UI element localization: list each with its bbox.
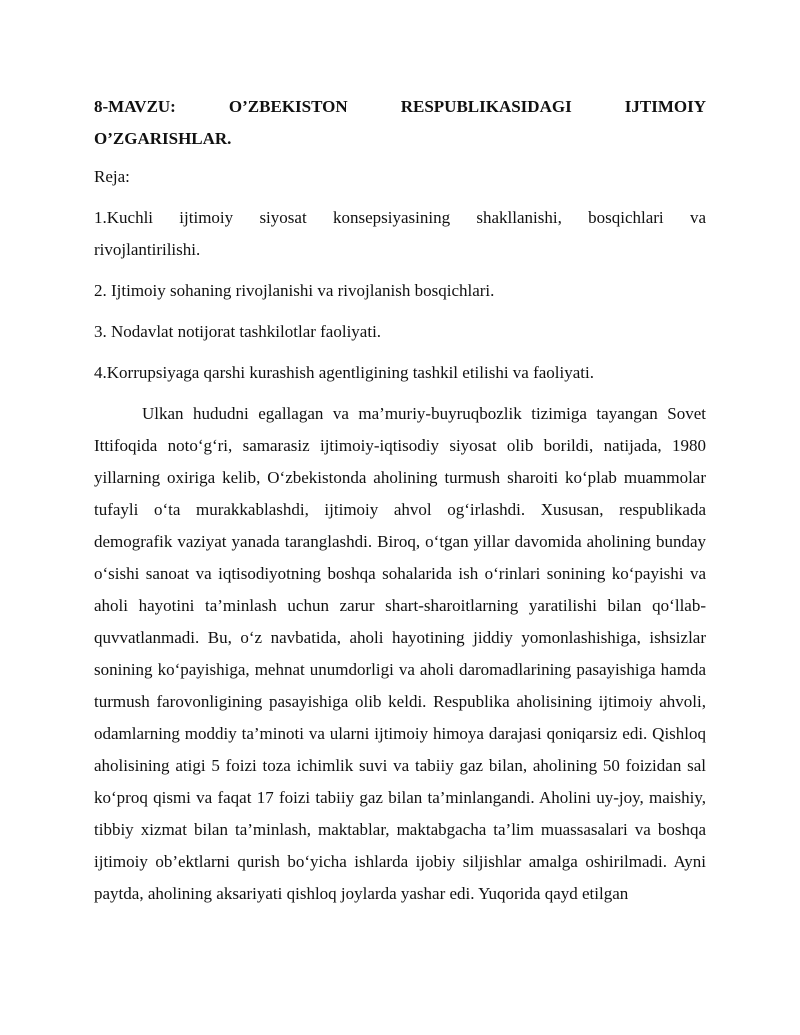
plan-item-4: 4.Korrupsiyaga qarshi kurashish agentligining tashkil etilishi va faoliyati. bbox=[94, 363, 594, 382]
plan-item-1 bbox=[94, 202, 706, 266]
plan-item-2: 2. Ijtimoiy sohaning rivojlanishi va rivojlanish bosqichlari. bbox=[94, 281, 495, 300]
title-line-1: 8-MAVZU: O’ZBEKISTON RESPUBLIKASIDAGI IJTIMOIY bbox=[94, 97, 706, 116]
plan-heading: Reja: bbox=[94, 167, 130, 186]
plan-item-1-line-1: 1.Kuchli ijtimoiy siyosat konsepsiyasining shakllanishi, bosqichlari va bbox=[94, 208, 706, 227]
document-page bbox=[94, 91, 706, 910]
plan-item-3: 3. Nodavlat notijorat tashkilotlar faoliyati. bbox=[94, 322, 382, 341]
plan-item-1-line-2: rivojlantirilishi. bbox=[94, 240, 201, 259]
document-title bbox=[94, 91, 706, 155]
plan-list bbox=[94, 202, 706, 389]
body-paragraph: Ulkan hududni egallagan va ma’muriy-buyruqbozlik tizimiga tayangan Sovet Ittifoqida noto‘g‘ri, samarasiz ijtimoiy-iqtisodiy siyosat olib borildi, natijada, 1980 yillarning oxiriga kelib, O‘zbekistonda aholining turmush sharoiti ko‘plab muammolar tufayli o‘ta murakkablashdi, ijtimoiy ahvol og‘irlashdi. Xususan, respublikada demografik vaziyat yanada taranglashdi. Biroq, o‘tgan yillar davomida aholining bunday o‘sishi sanoat va iqtisodiyotning boshqa sohalarida ish o‘rinlari sonining ko‘payishi va aholi hayotini ta’minlash uchun zarur shart-sharoitlarning yaratilishi bilan qo‘llab-quvvatlanmadi. Bu, o‘z navbatida, aholi hayotining jiddiy yomonlashishiga, ishsizlar sonining ko‘payishiga, mehnat unumdorligi va aholi daromadlarining pasayishiga hamda turmush farovonligining pasayishiga olib keldi. Respublika aholisining ijtimoiy ahvoli, odamlarning moddiy ta’minoti va ularni ijtimoiy himoya darajasi qoniqarsiz edi. Qishloq aholisining atigi 5 foizi toza ichimlik suvi va tabiiy gaz bilan, aholining 50 foizidan sal ko‘proq qismi va faqat 17 foizi tabiiy gaz bilan ta’minlangandi. Aholini uy-joy, maishiy, tibbiy xizmat bilan ta’minlash, maktablar, maktabgacha ta’lim muassasalari va boshqa ijtimoiy ob’ektlarni qurish bo‘yicha ishlarda ijobiy siljishlar amalga oshirilmadi. Ayni paytda, aholining aksariyati qishloq joylarda yashar edi. Yuqorida qayd etilgan bbox=[94, 404, 706, 903]
title-line-2: O’ZGARISHLAR. bbox=[94, 129, 232, 148]
